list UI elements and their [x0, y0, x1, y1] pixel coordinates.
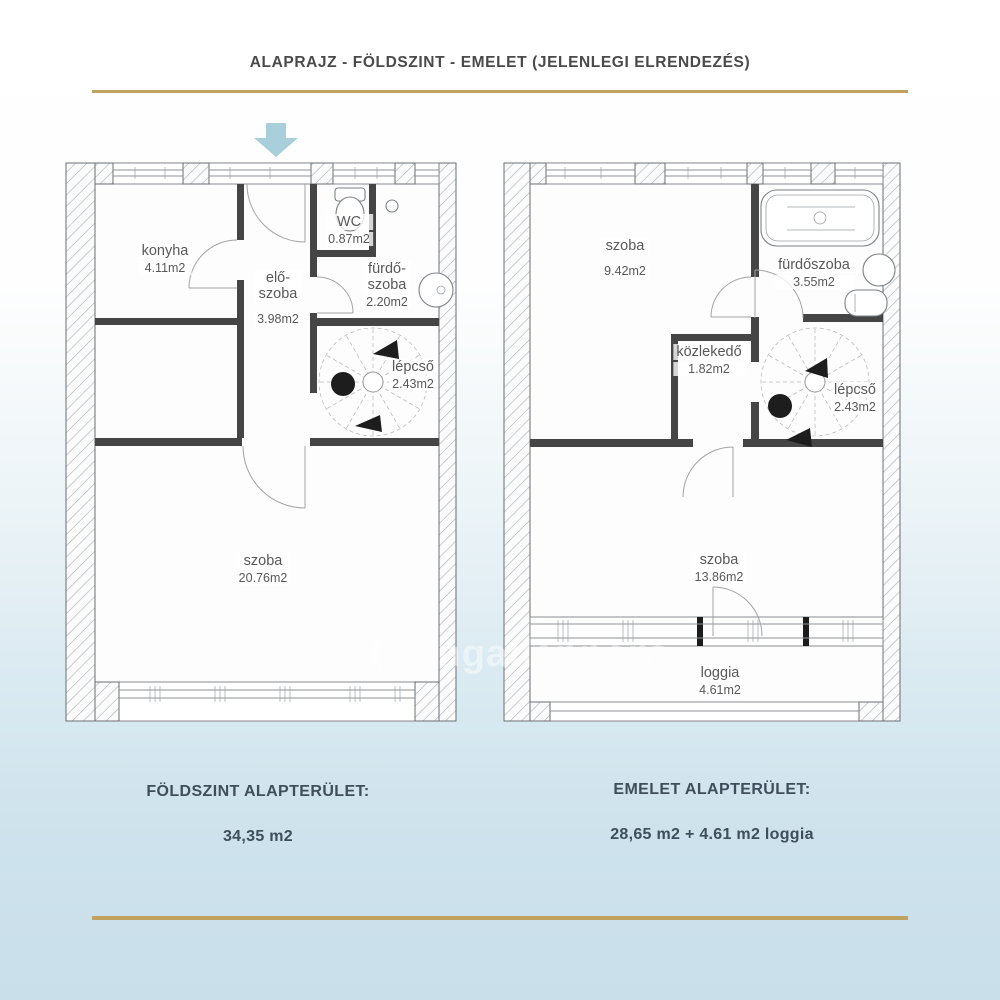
ground-floor-summary-label: FÖLDSZINT ALAPTERÜLET: [146, 783, 370, 800]
room-area: 4.11m2 [139, 261, 192, 275]
room-label-lepcso [389, 359, 437, 391]
room-area: 3.55m2 [775, 275, 853, 289]
bottom-divider-line [92, 916, 908, 920]
ground-floor-summary [88, 783, 428, 846]
room-label-szoba [236, 553, 291, 585]
room-name: szoba [363, 277, 411, 293]
room-name: lépcső [831, 382, 879, 398]
room-label-loggia [696, 665, 744, 697]
stair-column-dot [768, 394, 792, 418]
watermark-text: ingatlanpont [426, 632, 666, 675]
upper-floor-summary [542, 781, 882, 844]
room-label-kozlekedo [673, 344, 744, 376]
room-name: loggia [696, 665, 744, 681]
ground-floor-plan [65, 162, 457, 722]
ground-floor-drawing [65, 162, 457, 722]
room-label-furdoszoba [363, 261, 411, 309]
room-name: fürdőszoba [775, 257, 853, 273]
upper-floor-summary-label: EMELET ALAPTERÜLET: [613, 781, 811, 798]
room-area: 13.86m2 [692, 570, 747, 584]
stair-column-dot [331, 372, 355, 396]
entrance-arrow-shaft [266, 123, 286, 138]
upper-floor-drawing [503, 162, 901, 722]
room-label-konyha [139, 243, 192, 275]
room-label-lepcso [831, 382, 879, 414]
washbasin-icon [419, 273, 453, 307]
page-title: ALAPRAJZ - FÖLDSZINT - EMELET (JELENLEGI ELRENDEZÉS) [249, 54, 751, 71]
ground-floor-summary-value: 34,35 m2 [222, 828, 293, 845]
room-name: elő- [254, 270, 302, 286]
room-area: 9.42m2 [601, 264, 649, 278]
room-label-eloszoba [254, 270, 302, 326]
top-divider-line [92, 90, 908, 93]
upper-floor-plan [503, 162, 901, 722]
room-name: szoba [254, 286, 302, 302]
bathtub-icon [761, 190, 879, 246]
drain-icon [386, 200, 398, 212]
toilet-icon [845, 290, 887, 316]
room-name: szoba [601, 238, 649, 254]
room-label-szoba-felso [601, 238, 649, 278]
room-area: 20.76m2 [236, 571, 291, 585]
washbasin-icon [863, 254, 895, 286]
room-name: konyha [139, 243, 192, 259]
room-area: 2.43m2 [389, 377, 437, 391]
room-label-furdoszoba [775, 257, 853, 289]
room-name: fürdő- [363, 261, 411, 277]
room-area: 4.61m2 [696, 683, 744, 697]
room-name: lépcső [389, 359, 437, 375]
room-name: szoba [692, 552, 747, 568]
room-name: közlekedő [673, 344, 744, 360]
room-label-szoba-also [692, 552, 747, 584]
room-area: 3.98m2 [254, 312, 302, 326]
entrance-arrow-icon [254, 123, 298, 157]
upper-floor-summary-value: 28,65 m2 + 4.61 m2 loggia [610, 826, 814, 843]
room-name: szoba [236, 553, 291, 569]
room-area: 2.43m2 [831, 400, 879, 414]
entrance-arrow-head [254, 138, 298, 157]
room-label-wc [325, 214, 373, 246]
room-area: 0.87m2 [325, 232, 373, 246]
room-area: 2.20m2 [363, 295, 411, 309]
room-name: WC [325, 214, 373, 230]
room-area: 1.82m2 [673, 362, 744, 376]
